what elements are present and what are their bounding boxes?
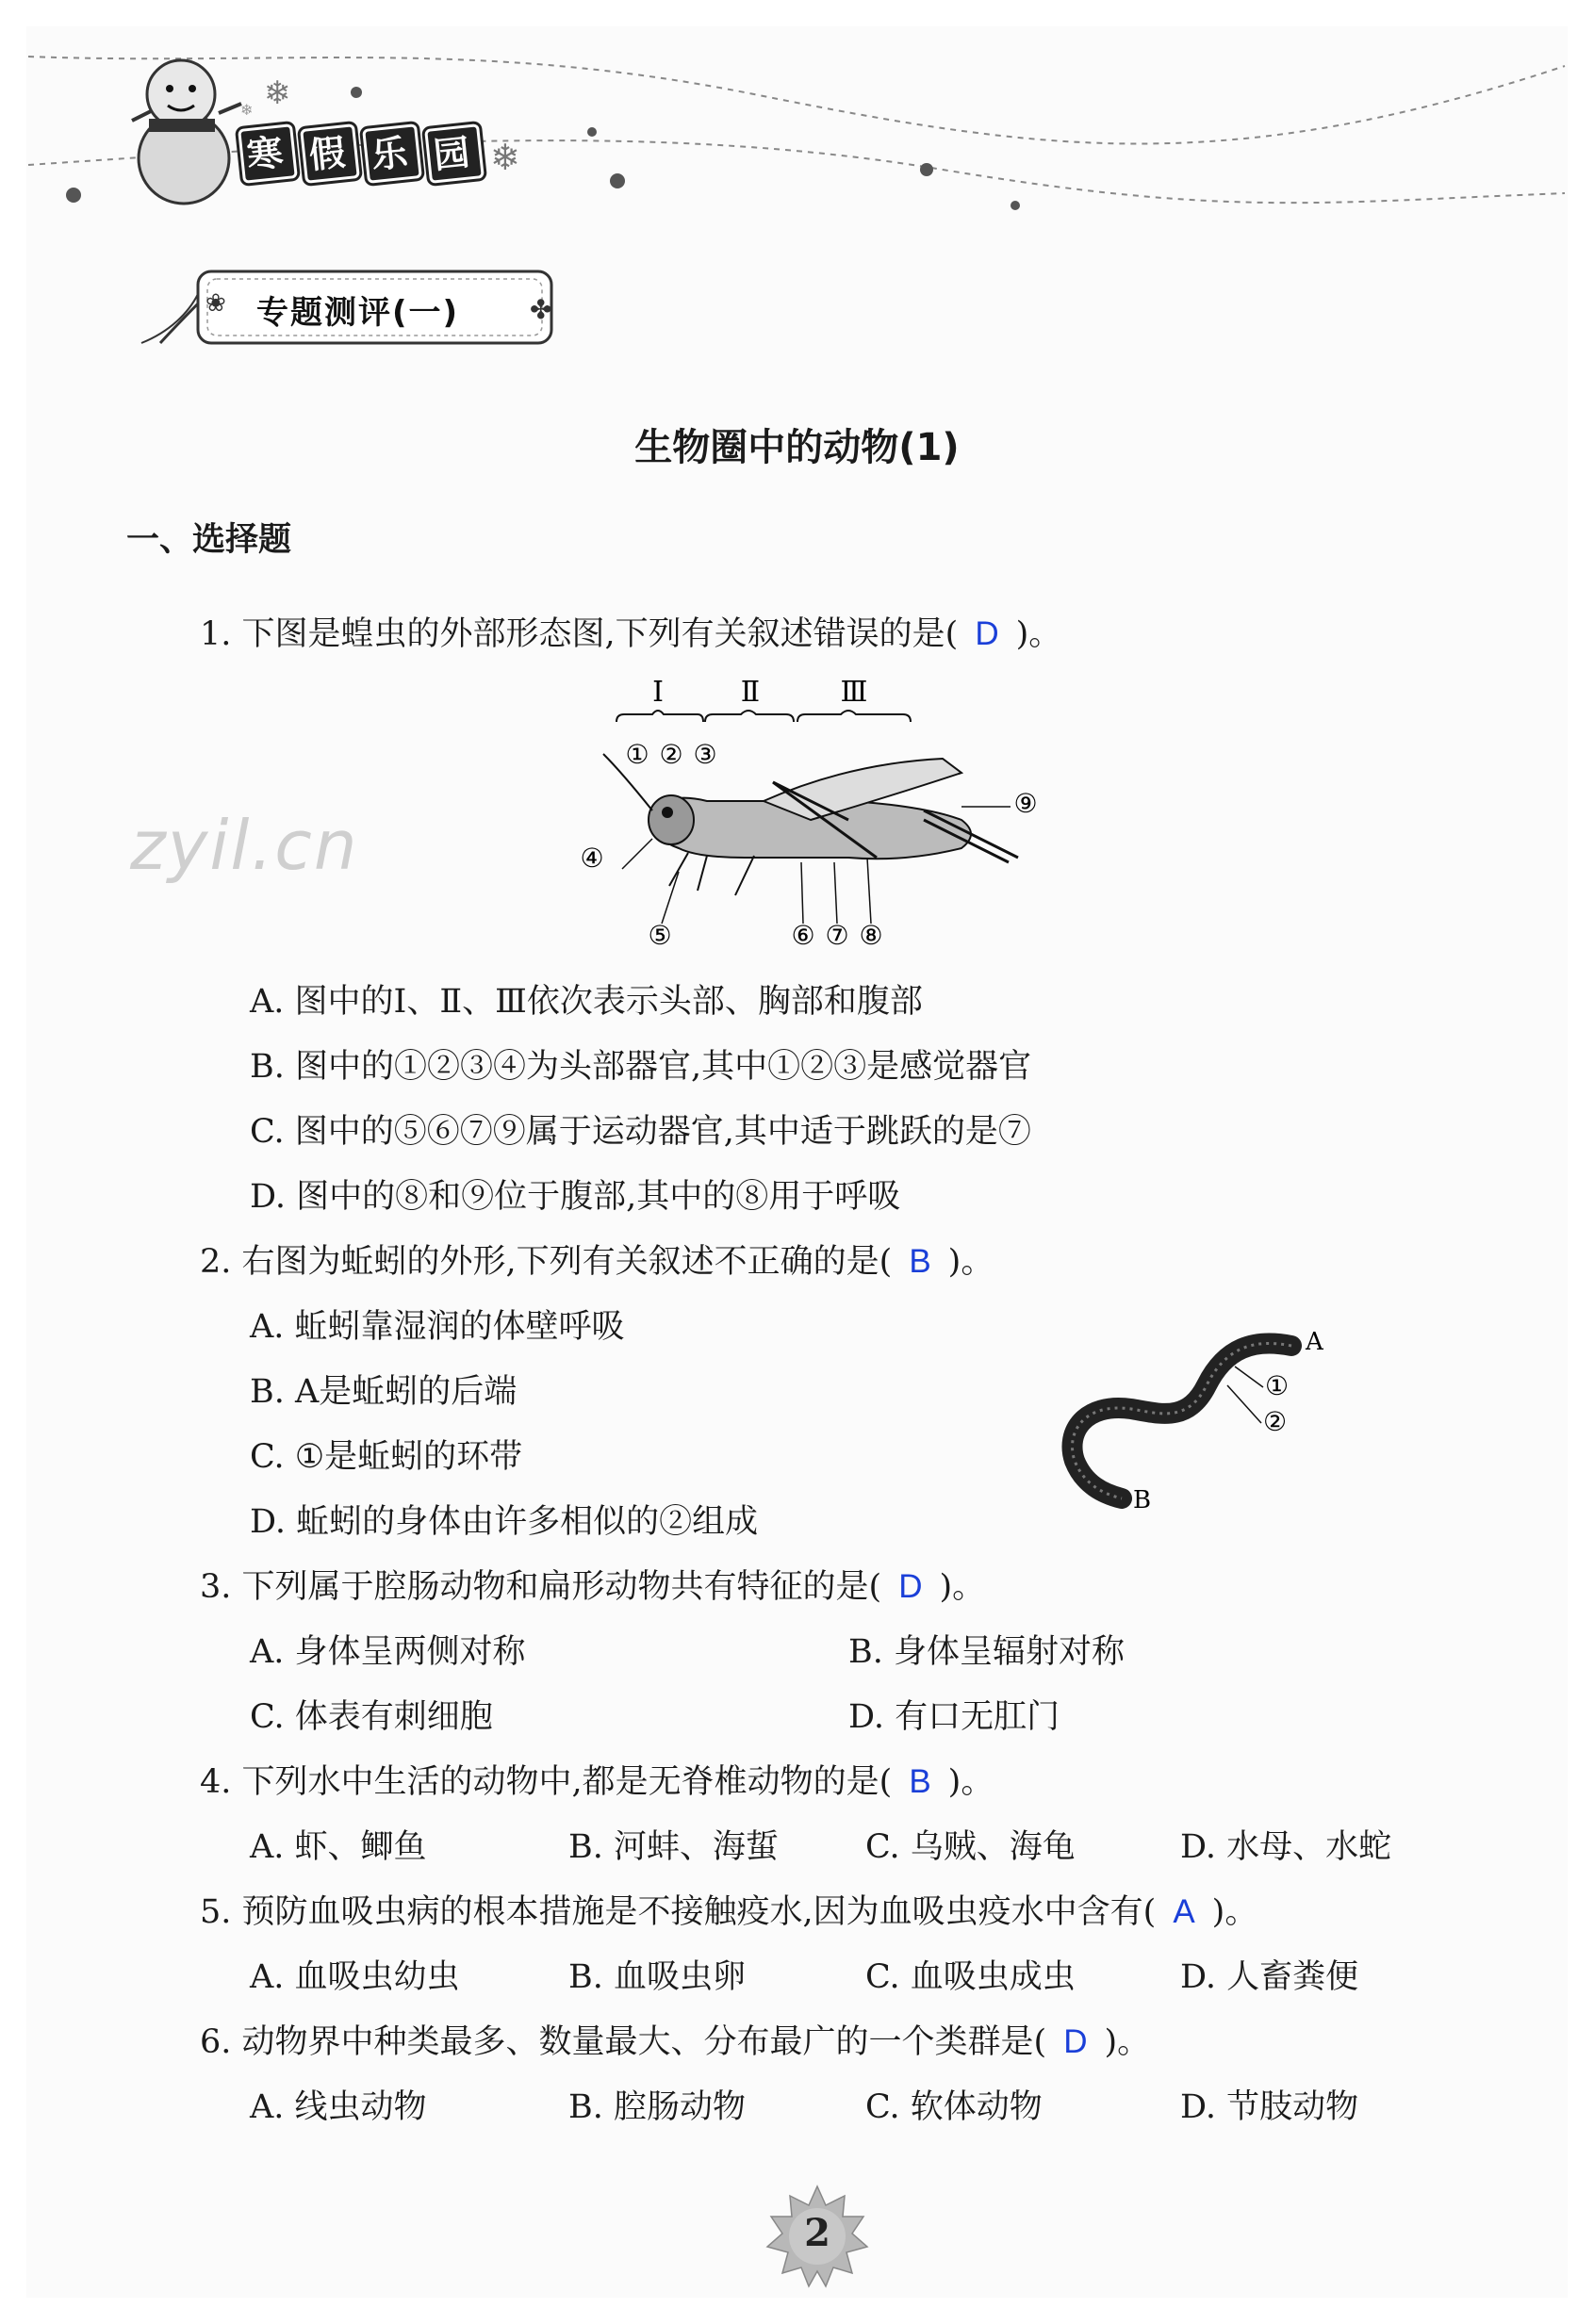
answer-2: B <box>909 1243 931 1280</box>
q1-option-b: B. 图中的①②③④为头部器官,其中①②③是感觉器官 <box>250 1048 1032 1086</box>
section-label: 专题测评(一) <box>256 294 460 332</box>
q2-option-a: A. 蚯蚓靠湿润的体壁呼吸 <box>250 1308 625 1346</box>
q2-option-c: C. ①是蚯蚓的环带 <box>250 1438 523 1476</box>
part-label-5: ⑤ <box>648 920 672 951</box>
q5-option-c: C. 血吸虫成虫 <box>865 1958 1076 1996</box>
svg-text:✤: ✤ <box>530 294 552 325</box>
earthworm-label-1: ① <box>1265 1370 1290 1401</box>
answer-6: D <box>1063 2023 1088 2060</box>
segment-label-1: Ⅰ <box>652 676 664 709</box>
q3-option-d: D. 有口无肛门 <box>848 1698 1060 1736</box>
q1-option-d: D. 图中的⑧和⑨位于腹部,其中的⑧用于呼吸 <box>250 1178 901 1216</box>
svg-text:❄: ❄ <box>264 74 291 112</box>
segment-label-2: Ⅱ <box>740 676 761 709</box>
q4-option-a: A. 虾、鲫鱼 <box>250 1828 427 1866</box>
q3-option-b: B. 身体呈辐射对称 <box>848 1633 1125 1671</box>
segment-label-3: Ⅲ <box>840 676 868 709</box>
question-4: 4. 下列水中生活的动物中,都是无脊椎动物的是( B )。 <box>200 1763 994 1801</box>
part-label-4: ④ <box>580 843 604 874</box>
answer-4: B <box>909 1763 931 1800</box>
page-title: 生物圈中的动物(1) <box>634 426 960 469</box>
question-1: 1. 下图是蝗虫的外部形态图,下列有关叙述错误的是( D )。 <box>200 615 1062 653</box>
q6-option-a: A. 线虫动物 <box>250 2088 427 2126</box>
earthworm-label-2: ② <box>1263 1406 1288 1437</box>
grasshopper-figure <box>566 669 1056 961</box>
page-number: 2 <box>804 2211 830 2255</box>
earthworm-figure <box>1046 1319 1329 1527</box>
part-label-8: ⑧ <box>859 920 883 951</box>
svg-text:❄: ❄ <box>490 137 520 178</box>
question-2: 2. 右图为蚯蚓的外形,下列有关叙述不正确的是( B )。 <box>200 1243 994 1281</box>
part-label-9: ⑨ <box>1013 788 1038 819</box>
part-label-2: ② <box>659 739 683 770</box>
q4-option-c: C. 乌贼、海龟 <box>865 1828 1076 1866</box>
section-heading: 一、选择题 <box>126 521 292 559</box>
q6-option-b: B. 腔肠动物 <box>568 2088 746 2126</box>
q3-option-c: C. 体表有刺细胞 <box>250 1698 493 1736</box>
answer-1: D <box>975 615 999 652</box>
answer-3: D <box>898 1568 923 1605</box>
part-label-6: ⑥ <box>791 920 815 951</box>
question-5: 5. 预防血吸虫病的根本措施是不接触疫水,因为血吸虫疫水中含有( A )。 <box>200 1893 1258 1931</box>
q6-option-d: D. 节肢动物 <box>1180 2088 1359 2126</box>
answer-5: A <box>1173 1893 1195 1930</box>
question-3: 3. 下列属于腔肠动物和扁形动物共有特征的是( D )。 <box>200 1568 986 1606</box>
q2-option-d: D. 蚯蚓的身体由许多相似的②组成 <box>250 1503 759 1541</box>
question-6: 6. 动物界中种类最多、数量最大、分布最广的一个类群是( D )。 <box>200 2023 1151 2061</box>
q4-option-b: B. 河蚌、海蜇 <box>568 1828 779 1866</box>
q1-option-c: C. 图中的⑤⑥⑦⑨属于运动器官,其中适于跳跃的是⑦ <box>250 1113 1031 1151</box>
logo-title: 寒 假 乐 园 <box>240 126 489 181</box>
watermark: zyil.cn <box>130 806 359 885</box>
q4-option-d: D. 水母、水蛇 <box>1180 1828 1392 1866</box>
part-label-1: ① <box>625 739 649 770</box>
part-label-3: ③ <box>693 739 717 770</box>
q5-option-a: A. 血吸虫幼虫 <box>250 1958 460 1996</box>
q1-option-a: A. 图中的Ⅰ、Ⅱ、Ⅲ依次表示头部、胸部和腹部 <box>250 983 923 1021</box>
svg-text:❀: ❀ <box>205 289 226 318</box>
q6-option-c: C. 软体动物 <box>865 2088 1043 2126</box>
snowman-icon <box>132 60 241 204</box>
q5-option-d: D. 人畜粪便 <box>1180 1958 1359 1996</box>
svg-text:❄: ❄ <box>240 101 254 119</box>
q3-option-a: A. 身体呈两侧对称 <box>250 1633 526 1671</box>
header-decoration <box>0 0 1594 245</box>
earthworm-label-a: A <box>1306 1328 1323 1356</box>
q2-option-b: B. A是蚯蚓的后端 <box>250 1373 518 1411</box>
part-label-7: ⑦ <box>825 920 849 951</box>
earthworm-label-b: B <box>1133 1486 1152 1514</box>
q5-option-b: B. 血吸虫卵 <box>568 1958 746 1996</box>
